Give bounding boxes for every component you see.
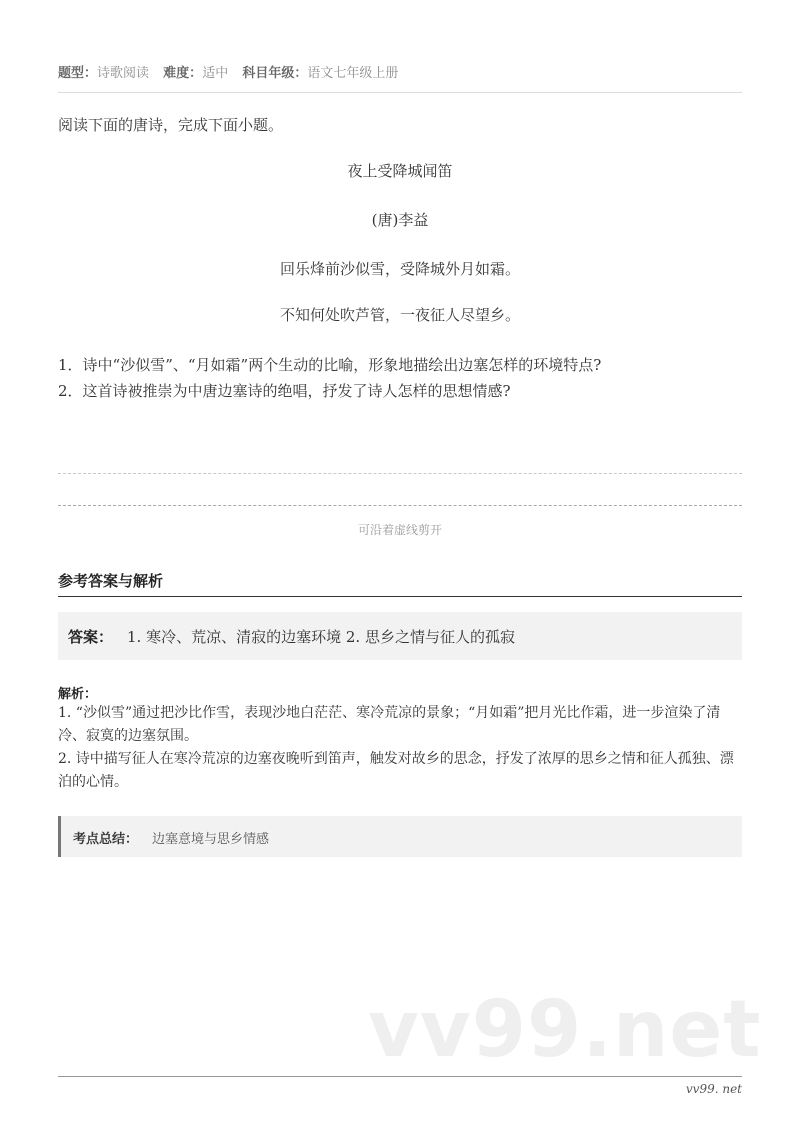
poem-author: (唐)李益 [371, 211, 429, 229]
type-value: 诗歌阅读 [97, 66, 150, 81]
difficulty-label: 难度： [163, 66, 203, 81]
cut-note: 可沿着虚线剪开 [357, 523, 442, 537]
section-divider [58, 596, 742, 597]
poem-line: 不知何处吹芦管，一夜征人尽望乡。 [279, 306, 520, 324]
grade-value: 语文七年级上册 [307, 66, 399, 81]
answer-box [58, 612, 742, 660]
poem-title: 夜上受降城闻笛 [347, 162, 453, 180]
instructions: 阅读下面的唐诗，完成下面小题。 [58, 116, 284, 134]
analysis-paragraph: 1. “沙似雪”通过把沙比作雪，表现沙地白茫茫、寒冷荒凉的景象；“月如霜”把月光比作霜，进一步渲染了清冷、寂寞的边塞氛围。 [58, 705, 721, 744]
type-label: 题型： [58, 66, 98, 81]
summary-box [58, 816, 742, 857]
question-1: 1．诗中“沙似雪”、“月如霜”两个生动的比喻，形象地描绘出边塞怎样的环境特点? [58, 356, 602, 374]
answer-label: 答案： [68, 628, 114, 646]
question-2: 2．这首诗被推崇为中唐边塞诗的绝唱，抒发了诗人怎样的思想情感? [58, 382, 511, 400]
watermark: vv99.net [368, 985, 762, 1075]
analysis-label: 解析： [58, 687, 98, 702]
header-divider [58, 92, 742, 93]
analysis-paragraph: 2. 诗中描写征人在寒冷荒凉的边塞夜晚听到笛声，触发对故乡的思念，抒发了浓厚的思乡之情和征人孤独、漂泊的心情。 [58, 751, 734, 790]
grade-label: 科目年级： [242, 66, 308, 81]
summary-text: 边塞意境与思乡情感 [152, 832, 270, 847]
poem-line: 回乐烽前沙似雪，受降城外月如霜。 [279, 260, 520, 278]
footer-divider [58, 1076, 742, 1077]
answer-space-line [58, 473, 742, 474]
answer-section-title: 参考答案与解析 [58, 572, 164, 590]
question-meta [58, 62, 742, 81]
analysis-body [58, 702, 746, 794]
answer-text: 1. 寒冷、荒凉、清寂的边塞环境 2. 思乡之情与征人的孤寂 [127, 628, 515, 646]
summary-label: 考点总结： [73, 832, 139, 847]
difficulty-value: 适中 [202, 66, 229, 81]
cut-line [58, 505, 742, 506]
footer-site: vv99. net [685, 1082, 742, 1096]
